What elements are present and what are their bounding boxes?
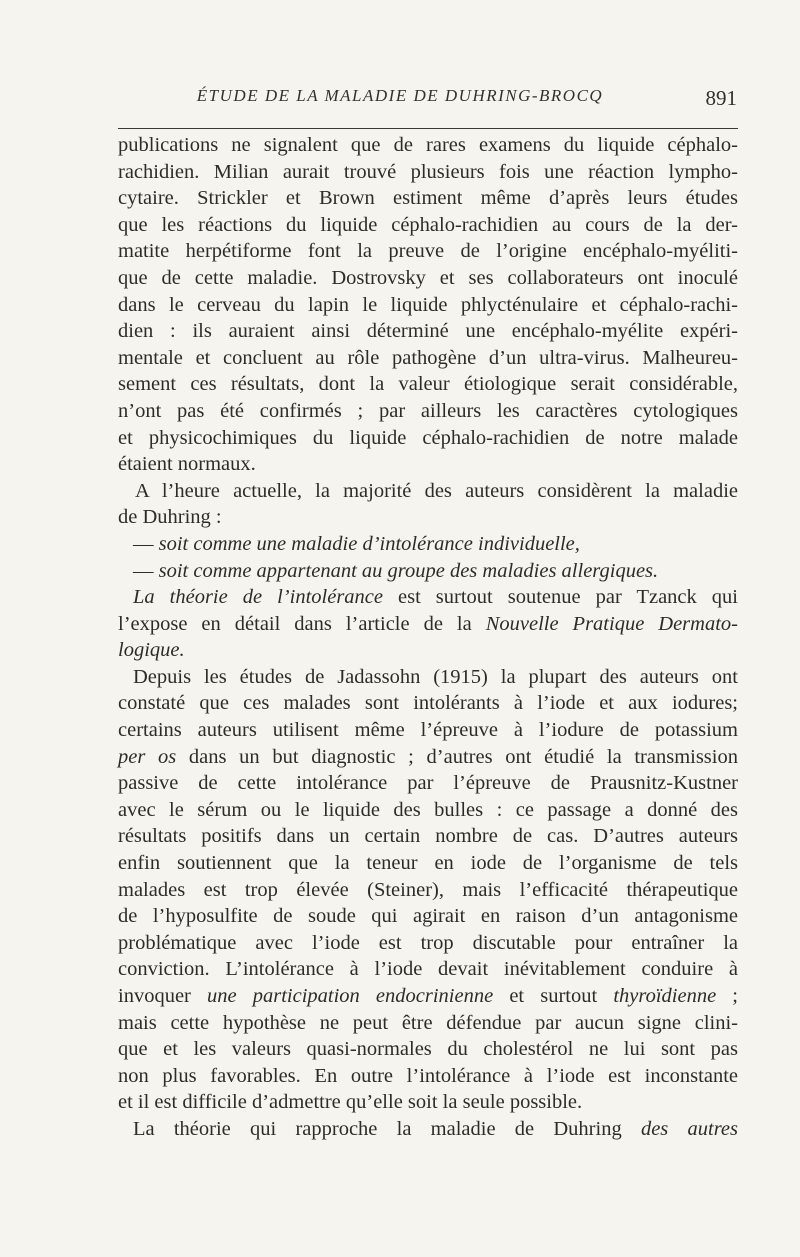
page-number: 891 xyxy=(705,86,737,110)
text-line: étaient normaux. xyxy=(118,453,256,476)
text-segment: et surtout xyxy=(493,985,614,1007)
text-line: avec le sérum ou le liquide des bulles : ce passage a donné des xyxy=(118,798,738,821)
italic-text: La théorie de l’intolérance xyxy=(133,586,383,609)
text-segment: ; xyxy=(716,985,738,1007)
text-line: mentale et concluent au rôle pathogène d’un ultra-virus. Malheureu- xyxy=(118,346,738,369)
text-line: publications ne signalent que de rares examens du liquide céphalo- xyxy=(118,134,738,156)
list-item xyxy=(118,558,738,585)
text-line xyxy=(118,744,738,771)
text-line: Depuis les études de Jadassohn (1915) la plupart des auteurs ont xyxy=(133,665,738,688)
text-line: certains auteurs utilisent même l’épreuve à l’iodure de potassium xyxy=(118,719,738,742)
text-line: que de cette maladie. Dostrovsky et ses collaborateurs ont inoculé xyxy=(118,266,738,289)
list-item xyxy=(118,531,738,558)
text-line: que les réactions du liquide céphalo-rachidien au cours de la der- xyxy=(118,213,738,236)
header-rule xyxy=(118,128,738,129)
text-segment: dans un but diagnostic ; d’autres ont étudié la transmission xyxy=(176,745,738,768)
text-line: conviction. L’intolérance à l’iode devait inévitablement conduire à xyxy=(118,958,738,981)
italic-text: thyroïdienne xyxy=(613,985,717,1007)
text-line: enfin soutiennent que la teneur en iode de l’organisme de tels xyxy=(118,852,738,875)
text-line: n’ont pas été confirmés ; par ailleurs les caractères cytologiques xyxy=(118,399,738,422)
text-line: de l’hyposulfite de soude qui agirait en raison d’un antagonisme xyxy=(118,905,738,928)
text-line: problématique avec l’iode est trop discutable pour entraîner la xyxy=(118,931,738,954)
text-line: rachidien. Milian aurait trouvé plusieurs fois une réaction lympho- xyxy=(118,160,738,183)
text-line: constaté que ces malades sont intolérants à l’iode et aux iodures; xyxy=(118,692,738,715)
running-title: ÉTUDE DE LA MALADIE DE DUHRING-BROCQ xyxy=(196,86,604,105)
text-line: dien : ils auraient ainsi déterminé une encéphalo-myélite expéri- xyxy=(118,320,738,343)
italic-text: soit comme appartenant au groupe des maladies allergiques. xyxy=(158,559,659,582)
text-line: dans le cerveau du lapin le liquide phlycténulaire et céphalo-rachi- xyxy=(118,293,738,316)
text-line: passive de cette intolérance par l’épreuve de Prausnitz-Kustner xyxy=(118,772,738,795)
text-line xyxy=(118,1116,738,1143)
text-segment: invoquer xyxy=(118,985,207,1007)
text-line: cytaire. Strickler et Brown estiment même d’après leurs études xyxy=(118,187,738,210)
text-line xyxy=(118,983,738,1010)
text-line xyxy=(118,584,738,611)
italic-text: Nouvelle Pratique Dermato- xyxy=(485,612,738,635)
text-segment: l’expose en détail dans l’article de la xyxy=(118,612,486,635)
italic-text: soit comme une maladie d’intolérance individuelle, xyxy=(158,532,580,555)
text-line: que et les valeurs quasi-normales du cholestérol ne lui sont pas xyxy=(118,1038,738,1061)
text-line: matite herpétiforme font la preuve de l’origine encéphalo-myéliti- xyxy=(118,240,738,263)
text-line: de Duhring : xyxy=(118,506,222,529)
italic-text: des autres xyxy=(640,1117,738,1140)
text-line: malades est trop élevée (Steiner), mais l’efficacité thérapeutique xyxy=(118,878,738,901)
text-segment: La théorie qui rapproche la maladie de Duhring xyxy=(133,1117,641,1140)
body-text xyxy=(118,132,738,1143)
text-line: et physicochimiques du liquide céphalo-rachidien de notre malade xyxy=(118,426,738,449)
text-line: non plus favorables. En outre l’intolérance à l’iode est inconstante xyxy=(118,1064,738,1087)
text-line: mais cette hypothèse ne peut être défendue par aucun signe clini- xyxy=(118,1011,738,1034)
text-line: et il est difficile d’admettre qu’elle soit la seule possible. xyxy=(118,1091,583,1114)
text-line: sement ces résultats, dont la valeur étiologique serait considérable, xyxy=(118,373,738,396)
text-line: résultats positifs dans un certain nombre de cas. D’autres auteurs xyxy=(118,825,738,848)
text-line: A l’heure actuelle, la majorité des auteurs considèrent la maladie xyxy=(135,479,738,502)
em-dash: — xyxy=(133,559,159,582)
italic-text: per os xyxy=(118,745,177,768)
italic-text: une participation endocrinienne xyxy=(207,985,494,1007)
text-line xyxy=(118,611,738,638)
text-line: logique. xyxy=(118,639,185,662)
text-segment: est surtout soutenue par Tzanck qui xyxy=(383,586,738,609)
em-dash: — xyxy=(133,532,159,555)
